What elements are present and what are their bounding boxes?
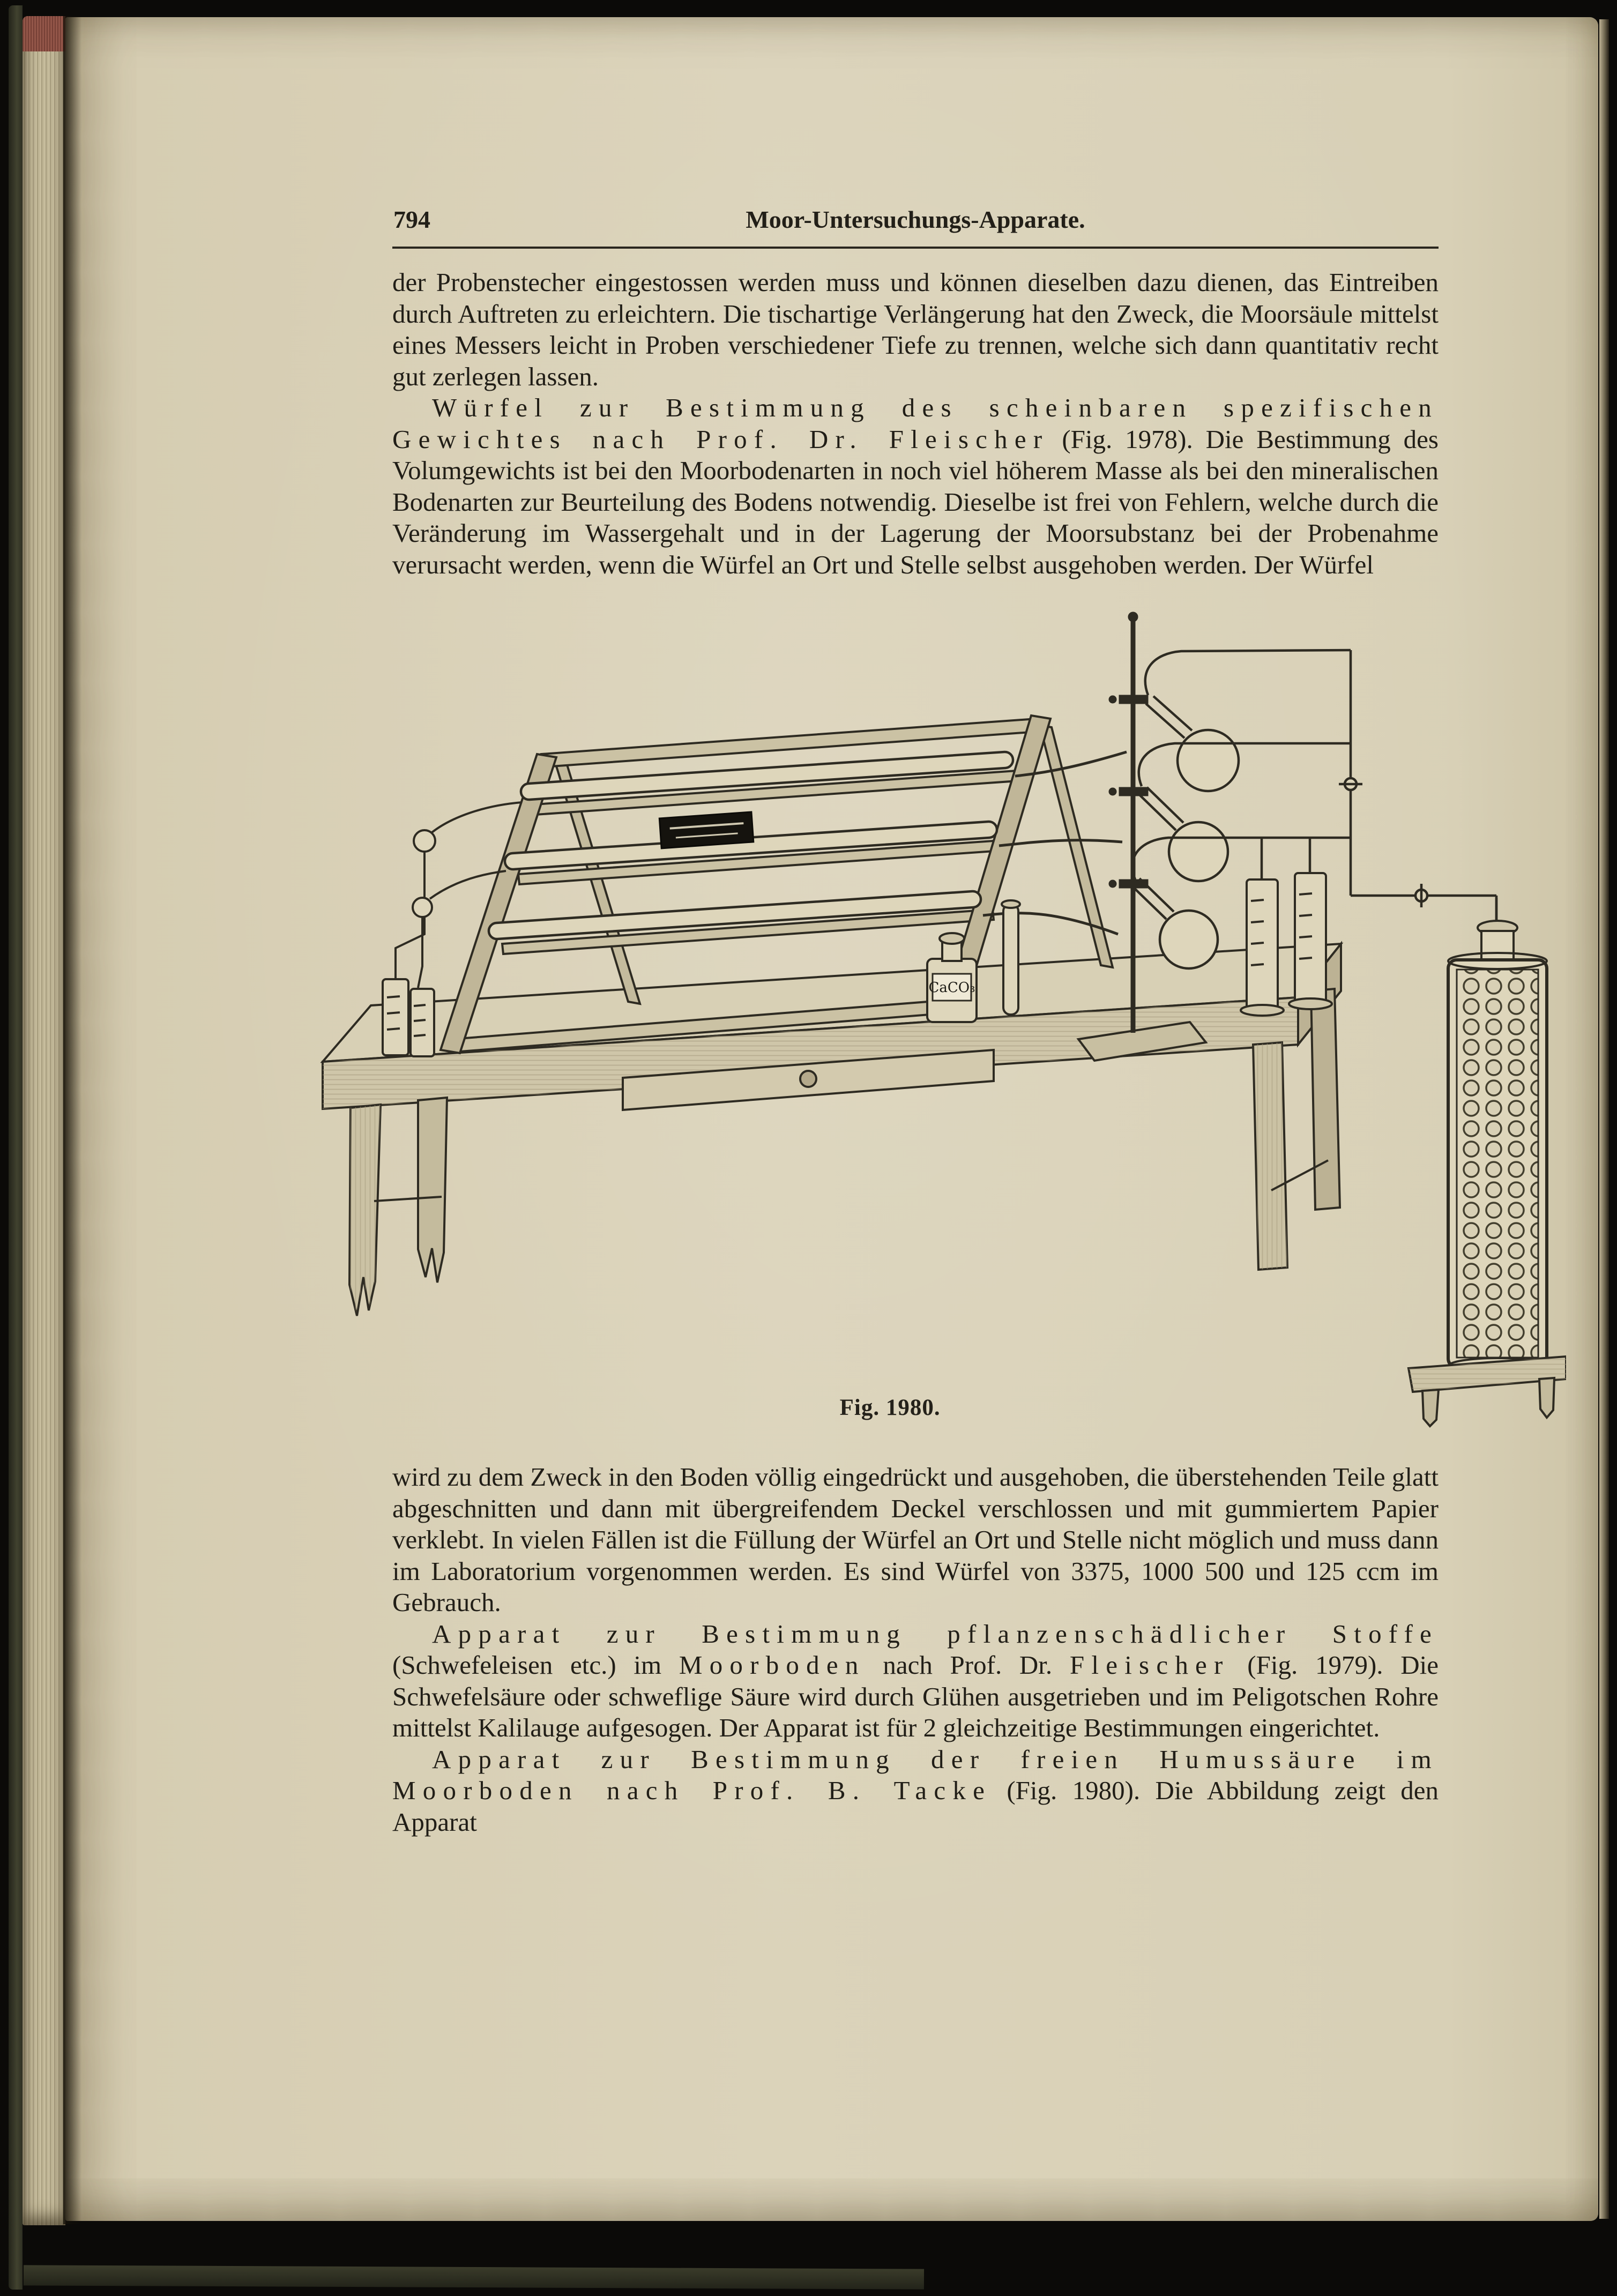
stopcock-valve bbox=[1339, 778, 1362, 790]
text-segment: (Fig. 1979). Die Schwefelsäure oder schweflige Säure wird durch Glühen ausgetrieben und im Peligotschen Rohre mittelst Kalilauge aufgesogen. Der Apparat ist für 2 gleichzeitige Bestimmungen eingerichtet. bbox=[392, 1650, 1439, 1742]
page-number: 794 bbox=[393, 206, 430, 233]
paragraph bbox=[392, 1462, 1439, 1619]
figure-caption: Fig. 1980. bbox=[839, 1395, 941, 1420]
paragraph bbox=[392, 1744, 1439, 1838]
paragraph bbox=[392, 1619, 1439, 1744]
absorption-tower bbox=[1448, 898, 1547, 1374]
book-cover-bottom-edge bbox=[24, 2265, 924, 2289]
book-top-edge-tint bbox=[23, 16, 65, 51]
text-segment: (Fig. 1980). Die Abbildung zeigt den Apparat bbox=[392, 1776, 1439, 1837]
tower-bench bbox=[1409, 1356, 1566, 1426]
bottle-label-text: CaCO₃ bbox=[928, 980, 975, 996]
text-segment: Fleischer bbox=[1069, 1650, 1230, 1680]
page-header bbox=[392, 206, 1439, 249]
book-page-edges bbox=[23, 16, 65, 2225]
book-cover-edge bbox=[9, 5, 23, 2290]
text-segment: Apparat zur Bestimmung der freien Humussäure im Moorboden nach Prof. B. Tacke bbox=[392, 1744, 1439, 1805]
paragraph bbox=[392, 392, 1439, 580]
apparatus-engraving-illustration bbox=[290, 590, 1566, 1430]
binding-gutter-shadow bbox=[63, 16, 81, 2224]
figure-1980 bbox=[290, 590, 1566, 1430]
book-page bbox=[65, 17, 1598, 2221]
text-segment: Moorboden bbox=[679, 1650, 866, 1680]
paragraph bbox=[392, 267, 1439, 392]
text-segment: Würfel zur Bestimmung des scheinbaren spezifischen Gewichtes nach Prof. Dr. Fleischer bbox=[392, 393, 1439, 454]
text-segment: der Probenstecher eingestossen werden muss und können dieselben dazu dienen, das Eintreiben durch Auftreten zu erleichtern. Die tischartige Verlängerung hat den Zweck, die Moorsäule mittelst eines Messers leicht in Proben verschiedener Tiefe zu trennen, welche sich dann quantitativ recht gut zerlegen lassen. bbox=[392, 267, 1439, 391]
text-segment: Apparat zur Bestimmung pflanzenschädlicher Stoffe bbox=[432, 1619, 1439, 1649]
test-tube bbox=[1002, 900, 1020, 1015]
text-segment: nach Prof. Dr. bbox=[865, 1650, 1070, 1680]
stopcock-valve bbox=[1415, 884, 1427, 907]
text-segment: wird zu dem Zweck in den Boden völlig eingedrückt und ausgehoben, die überstehenden Teile glatt abgeschnitten und dann mit übergreifendem Deckel verschlossen und mit gummiertem Papier verklebt. In vielen Fällen ist die Füllung der Würfel an Ort und Stelle nicht möglich und muss dann im Laboratorium vorgenommen werden. Es sind Würfel von 3375, 1000 500 und 125 ccm im Gebrauch. bbox=[392, 1462, 1439, 1617]
text-segment: (Fig. 1978). Die Bestimmung des Volumgewichts ist bei den Moorbodenarten in noch viel höherem Masse als bei den mineralischen Bodenarten zur Beurteilung des Bodens notwendig. Dieselbe ist frei von Fehlern, welche durch die Veränderung im Wassergehalt und in der Lagerung der Moorsubstanz bei der Probenahme verursacht werden, wenn die Würfel an Ort und Stelle selbst ausgehoben werden. Der Würfel bbox=[392, 424, 1439, 579]
maker-plate bbox=[659, 812, 753, 848]
page-content bbox=[392, 206, 1439, 1838]
running-title: Moor-Untersuchungs-Apparate. bbox=[746, 206, 1085, 233]
page-right-edge bbox=[1599, 19, 1609, 2219]
text-segment: (Schwefeleisen etc.) im bbox=[392, 1650, 679, 1680]
